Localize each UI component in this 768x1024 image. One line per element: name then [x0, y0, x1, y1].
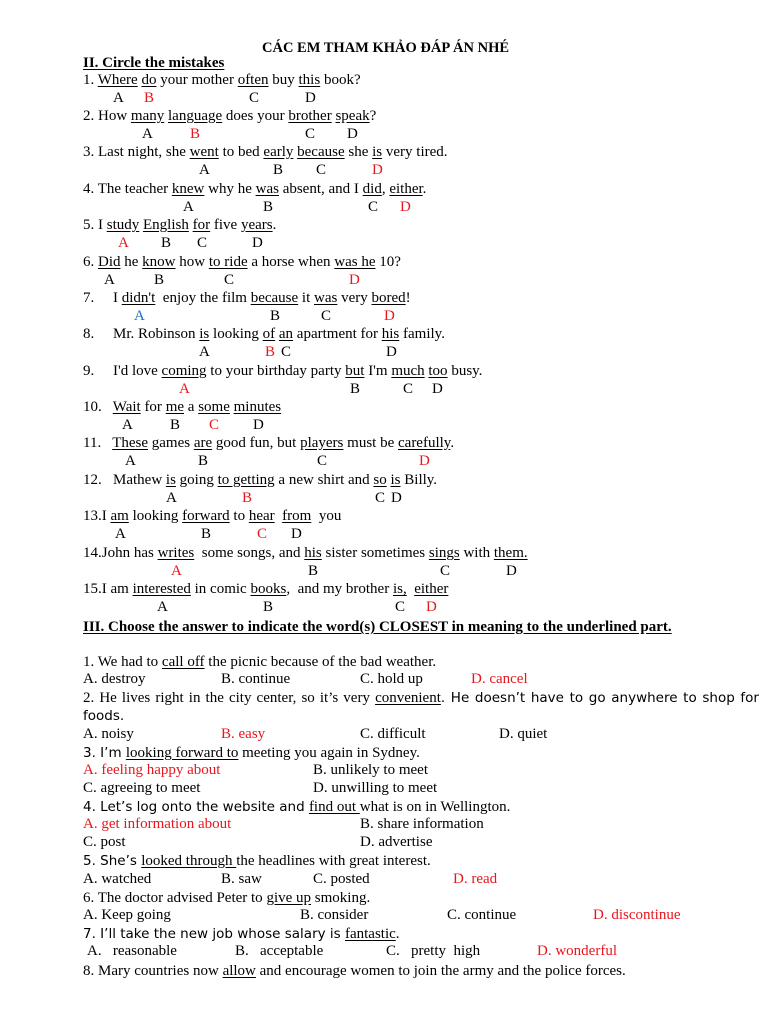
underlined-option-d: his: [381, 326, 400, 342]
sentence-text: ?: [369, 108, 377, 124]
underlined-phrase: find out: [308, 799, 360, 815]
answer-option-a: A. destroy: [83, 671, 146, 687]
question-text: 8. Mary countries now: [83, 963, 223, 979]
mistake-sentence: [83, 399, 281, 416]
question-text: 4. Let’s log onto the website and: [83, 799, 309, 815]
sentence-text: The teacher: [97, 181, 172, 197]
mistake-sentence: [83, 72, 361, 89]
sentence-text: very: [337, 290, 372, 306]
sentence-text: busy.: [447, 363, 483, 379]
sentence-text: looking: [209, 326, 263, 342]
option-letter-d: D: [252, 235, 263, 251]
sentence-text: games: [148, 435, 194, 451]
sentence-text: she: [344, 144, 373, 160]
underlined-option-b: was: [255, 181, 279, 197]
question-text: and encourage women to join the army and the police forces.: [255, 963, 626, 979]
underlined-option-c: was: [314, 290, 338, 306]
underlined-option-c: sings: [428, 545, 460, 561]
underlined-option-a: went: [189, 144, 219, 160]
underlined-option-d: either: [414, 581, 449, 597]
option-letter-b: B: [270, 308, 281, 324]
option-letter-c: C: [316, 162, 327, 178]
sentence-text: sister sometimes: [321, 545, 429, 561]
question-number: 14.: [83, 545, 102, 561]
option-letter-b: B: [263, 199, 274, 215]
sentence-text: a new shirt and: [274, 472, 374, 488]
option-letter-b: B: [201, 526, 212, 542]
option-letter-a: A: [199, 344, 210, 360]
underlined-option-d: carefully: [398, 435, 451, 451]
underlined-option-c: to ride: [208, 254, 248, 270]
question-text: . He doesn’t have to go anywhere to shop for foods.: [83, 690, 759, 724]
underlined-option-c: brother: [288, 108, 332, 124]
answer-option-c: C. agreeing to meet: [83, 780, 201, 796]
question-text: .: [395, 926, 400, 942]
question-number: 11.: [83, 435, 113, 451]
answer-option-d: D. unwilling to meet: [313, 780, 438, 796]
option-letter-d: D: [419, 453, 430, 469]
option-letter-d: D: [291, 526, 302, 542]
sentence-text: how: [175, 254, 209, 270]
underlined-option-b: English: [143, 217, 189, 233]
answer-option-d: D. quiet: [499, 726, 548, 742]
mistake-sentence: [83, 290, 411, 307]
option-letter-a: A: [113, 90, 124, 106]
meaning-question: [83, 744, 759, 762]
option-letter-c: C: [403, 381, 414, 397]
underlined-option-d: years: [240, 217, 273, 233]
sentence-text: How: [98, 108, 131, 124]
underlined-option-a: knew: [171, 181, 205, 197]
sentence-text: enjoy the film: [155, 290, 251, 306]
sentence-text: Mathew: [113, 472, 166, 488]
answer-option-c: C. continue: [447, 907, 517, 923]
question-number: 8.: [83, 326, 113, 342]
sentence-text: good fun, but: [212, 435, 301, 451]
answer-option-b: B. unlikely to meet: [313, 762, 428, 778]
answer-option-a: A. noisy: [83, 726, 134, 742]
option-letter-c: C: [321, 308, 332, 324]
option-letter-c: C: [257, 526, 268, 542]
underlined-option-a: am: [110, 508, 129, 524]
sentence-text: looking: [128, 508, 183, 524]
question-number: 3.: [83, 144, 98, 160]
answer-option-c: C. posted: [313, 871, 370, 887]
underlined-option-b: know: [142, 254, 176, 270]
option-letter-d: D: [432, 381, 443, 397]
question-text: smoking.: [311, 890, 371, 906]
underlined-option-c: players: [300, 435, 344, 451]
meaning-question: [83, 852, 759, 870]
underlined-option-a: Wait: [112, 399, 141, 415]
underlined-option-c: much: [391, 363, 425, 379]
underlined-option-b: to getting: [217, 472, 275, 488]
sentence-text: I: [101, 508, 111, 524]
mistake-sentence: [83, 581, 448, 598]
answer-option-a: A. feeling happy about: [83, 762, 221, 778]
underlined-option-a: Did: [98, 254, 121, 270]
question-number: 6.: [83, 254, 98, 270]
sentence-text: .: [272, 217, 277, 233]
underlined-option-d: from: [282, 508, 312, 524]
answer-option-d: D. cancel: [471, 671, 528, 687]
underlined-option-a: study: [106, 217, 140, 233]
option-letter-c: C: [209, 417, 220, 433]
answer-option-d: D. advertise: [360, 834, 433, 850]
sentence-text: he: [120, 254, 143, 270]
option-letter-b: B: [242, 490, 253, 506]
question-text: 2. He lives right in the city center, so it’s very: [83, 690, 376, 706]
meaning-question: [83, 889, 759, 907]
sentence-text: for: [140, 399, 166, 415]
underlined-option-c: an: [278, 326, 294, 342]
option-letter-a: A: [104, 272, 115, 288]
underlined-option-d: bored: [371, 290, 406, 306]
option-letter-d: D: [253, 417, 264, 433]
sentence-text: apartment for: [293, 326, 382, 342]
underlined-option-b: of: [262, 326, 276, 342]
underlined-option-a: These: [112, 435, 149, 451]
option-letter-a: A: [166, 490, 177, 506]
sentence-text: must be: [343, 435, 398, 451]
answer-option-b: B. easy: [221, 726, 266, 742]
underlined-option-d: was he: [334, 254, 376, 270]
underlined-option-b: me: [165, 399, 185, 415]
sentence-text: why he: [204, 181, 256, 197]
meaning-question: [83, 798, 759, 816]
underlined-option-b: early: [263, 144, 294, 160]
question-number: 1.: [83, 72, 98, 88]
option-letter-a: A: [134, 308, 145, 324]
meaning-question: [83, 689, 759, 725]
meaning-question: [83, 653, 759, 671]
meaning-question: [83, 925, 759, 943]
sentence-text: it: [298, 290, 315, 306]
underlined-option-d: is: [390, 472, 401, 488]
sentence-text: , and my brother: [286, 581, 393, 597]
question-number: 7.: [83, 290, 113, 306]
sentence-text: with: [459, 545, 494, 561]
option-letter-c: C: [317, 453, 328, 469]
option-letter-a: A: [122, 417, 133, 433]
option-letter-d: D: [347, 126, 358, 142]
question-number: 12.: [83, 472, 113, 488]
mistake-sentence: [83, 363, 482, 380]
option-letter-c: C: [395, 599, 406, 615]
underlined-option-a: many: [130, 108, 165, 124]
underlined-option-c: for: [192, 217, 211, 233]
mistake-sentence: [83, 217, 276, 234]
underlined-option-d: speak: [335, 108, 370, 124]
answer-option-d: D. wonderful: [537, 943, 617, 959]
option-letter-c: C: [305, 126, 316, 142]
underlined-option-c: often: [237, 72, 269, 88]
sentence-text: does your: [222, 108, 289, 124]
sentence-text: to your birthday party: [206, 363, 346, 379]
sentence-text: ,: [381, 181, 390, 197]
sentence-text: .: [450, 435, 455, 451]
mistake-sentence: [83, 254, 401, 271]
mistake-sentence: [83, 545, 528, 562]
underlined-phrase: fantastic: [344, 926, 396, 942]
sentence-text: to bed: [218, 144, 264, 160]
sentence-text: you: [311, 508, 342, 524]
question-number: 2.: [83, 108, 98, 124]
sentence-text: absent, and I: [278, 181, 363, 197]
question-text: 7. I’ll take the new job whose salary is: [83, 926, 345, 942]
question-text: 5. She’s: [83, 853, 142, 869]
mistake-sentence: [83, 472, 437, 489]
answer-option-d: D. discontinue: [593, 907, 681, 923]
option-letter-a: A: [142, 126, 153, 142]
sentence-text: I'm: [364, 363, 392, 379]
sentence-text: 10?: [375, 254, 401, 270]
sentence-text: your mother: [156, 72, 238, 88]
underlined-phrase: give up: [266, 890, 312, 906]
question-number: 10.: [83, 399, 113, 415]
sentence-text: to: [229, 508, 249, 524]
option-letter-a: A: [183, 199, 194, 215]
underlined-option-a: Where: [97, 72, 138, 88]
mistake-sentence: [83, 144, 448, 161]
answer-option-b: B. continue: [221, 671, 291, 687]
option-letter-b: B: [154, 272, 165, 288]
sentence-text: buy: [268, 72, 299, 88]
option-letter-b: B: [161, 235, 172, 251]
sentence-text: Billy.: [400, 472, 438, 488]
sentence-text: I: [113, 290, 122, 306]
underlined-option-a: didn't: [121, 290, 156, 306]
underlined-option-d: minutes: [233, 399, 282, 415]
option-letter-d: D: [400, 199, 411, 215]
underlined-option-d: too: [428, 363, 448, 379]
underlined-option-a: is: [199, 326, 210, 342]
option-letter-d: D: [506, 563, 517, 579]
underlined-option-a: is: [165, 472, 176, 488]
answer-option-c: C. pretty high: [386, 943, 481, 959]
option-letter-d: D: [426, 599, 437, 615]
question-number: 13.: [83, 508, 102, 524]
sentence-text: some songs, and: [194, 545, 305, 561]
underlined-phrase: call off: [161, 654, 205, 670]
mistake-sentence: [83, 108, 376, 125]
option-letter-c: C: [368, 199, 379, 215]
underlined-option-a: coming: [161, 363, 207, 379]
sentence-text: Mr. Robinson: [113, 326, 200, 342]
option-letter-b: B: [273, 162, 284, 178]
underlined-option-d: is: [372, 144, 383, 160]
option-letter-c: C: [440, 563, 451, 579]
option-letter-a: A: [171, 563, 182, 579]
answer-option-a: A. reasonable: [87, 943, 177, 959]
option-letter-c: C: [375, 490, 386, 506]
sentence-text: I am: [101, 581, 133, 597]
option-letter-a: A: [125, 453, 136, 469]
underlined-option-b: are: [193, 435, 213, 451]
answer-option-c: C. difficult: [360, 726, 426, 742]
page-title: CÁC EM THAM KHẢO ĐÁP ÁN NHÉ: [262, 40, 510, 56]
option-letter-b: B: [265, 344, 276, 360]
sentence-text: book?: [320, 72, 361, 88]
mistake-sentence: [83, 435, 454, 452]
option-letter-a: A: [118, 235, 129, 251]
underlined-option-a: interested: [132, 581, 191, 597]
option-letter-d: D: [386, 344, 397, 360]
option-letter-d: D: [384, 308, 395, 324]
underlined-option-a: writes: [157, 545, 195, 561]
question-text: what is on in Wellington.: [359, 799, 511, 815]
mistake-sentence: [83, 181, 426, 198]
question-text: 1. We had to: [83, 654, 162, 670]
answer-option-a: A. get information about: [83, 816, 232, 832]
sentence-text: family.: [399, 326, 445, 342]
answer-option-c: C. hold up: [360, 671, 423, 687]
underlined-option-b: books: [250, 581, 287, 597]
option-letter-c: C: [197, 235, 208, 251]
sentence-text: five: [210, 217, 241, 233]
sentence-text: a: [184, 399, 199, 415]
option-letter-d: D: [391, 490, 402, 506]
question-text: the headlines with great interest.: [236, 853, 431, 869]
underlined-option-c: because: [297, 144, 345, 160]
option-letter-b: B: [198, 453, 209, 469]
question-text: 3. I’m: [83, 745, 126, 761]
option-letter-c: C: [249, 90, 260, 106]
answer-option-a: A. Keep going: [83, 907, 171, 923]
question-number: 15.: [83, 581, 102, 597]
meaning-question: [83, 962, 759, 980]
underlined-phrase: looking forward to: [125, 745, 239, 761]
answer-option-b: B. consider: [300, 907, 369, 923]
underlined-option-b: language: [168, 108, 223, 124]
sentence-text: I: [98, 217, 107, 233]
underlined-option-c: is,: [392, 581, 407, 597]
option-letter-d: D: [372, 162, 383, 178]
sentence-text: in comic: [190, 581, 251, 597]
sentence-text: a horse when: [247, 254, 335, 270]
option-letter-a: A: [157, 599, 168, 615]
sentence-text: very tired.: [382, 144, 448, 160]
question-number: 4.: [83, 181, 98, 197]
sentence-text: going: [175, 472, 218, 488]
underlined-option-d: either: [389, 181, 423, 197]
sentence-text: John has: [101, 545, 158, 561]
underlined-phrase: looked through: [141, 853, 237, 869]
answer-option-d: D. read: [453, 871, 498, 887]
option-letter-a: A: [199, 162, 210, 178]
question-text: 6. The doctor advised Peter to: [83, 890, 267, 906]
underlined-phrase: allow: [222, 963, 256, 979]
option-letter-b: B: [308, 563, 319, 579]
underlined-option-c: hear: [248, 508, 275, 524]
underlined-option-b: his: [304, 545, 322, 561]
mistake-sentence: [83, 508, 341, 525]
underlined-option-c: did: [362, 181, 382, 197]
option-letter-b: B: [190, 126, 201, 142]
question-number: 9.: [83, 363, 113, 379]
underlined-option-b: because: [250, 290, 299, 306]
underlined-option-b: but: [345, 363, 365, 379]
answer-option-b: B. share information: [360, 816, 484, 832]
answer-option-b: B. saw: [221, 871, 262, 887]
option-letter-a: A: [115, 526, 126, 542]
sentence-text: Last night, she: [98, 144, 190, 160]
question-text: meeting you again in Sydney.: [238, 745, 420, 761]
option-letter-d: D: [349, 272, 360, 288]
underlined-phrase: convenient: [375, 690, 441, 706]
underlined-option-b: forward: [182, 508, 230, 524]
option-letter-b: B: [170, 417, 181, 433]
underlined-option-c: some: [198, 399, 230, 415]
question-number: 5.: [83, 217, 98, 233]
question-text: the picnic because of the bad weather.: [204, 654, 437, 670]
section-2-heading: II. Circle the mistakes: [83, 55, 225, 71]
underlined-option-c: so: [373, 472, 387, 488]
option-letter-b: B: [263, 599, 274, 615]
answer-option-b: B. acceptable: [235, 943, 324, 959]
option-letter-a: A: [179, 381, 190, 397]
answer-option-c: C. post: [83, 834, 126, 850]
option-letter-b: B: [144, 90, 155, 106]
option-letter-d: D: [305, 90, 316, 106]
option-letter-c: C: [224, 272, 235, 288]
mistake-sentence: [83, 326, 445, 343]
underlined-option-d: them.: [493, 545, 528, 561]
sentence-text: !: [405, 290, 411, 306]
option-letter-b: B: [350, 381, 361, 397]
answer-option-a: A. watched: [83, 871, 152, 887]
option-letter-c: C: [281, 344, 292, 360]
underlined-option-d: this: [298, 72, 321, 88]
underlined-option-b: do: [141, 72, 157, 88]
sentence-text: I'd love: [113, 363, 162, 379]
section-3-heading: III. Choose the answer to indicate the word(s) CLOSEST in meaning to the underlined part.: [83, 619, 672, 635]
sentence-text: .: [422, 181, 427, 197]
